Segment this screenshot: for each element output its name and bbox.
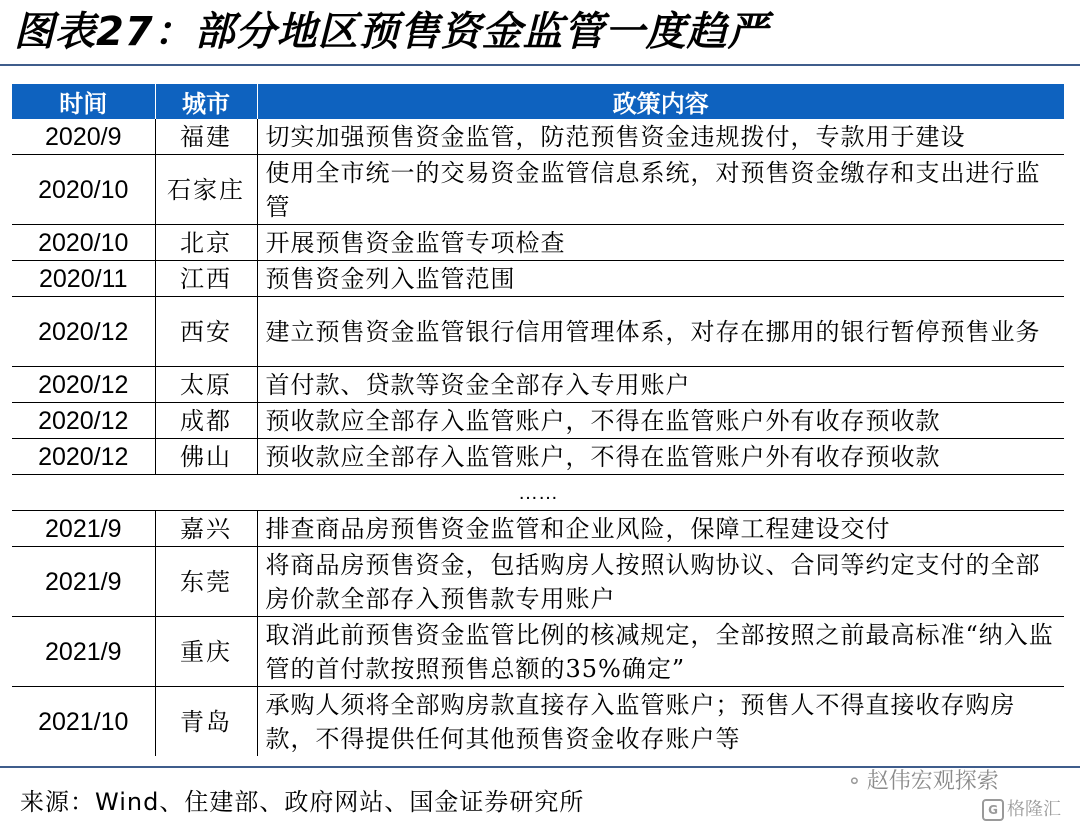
wechat-icon: ⚬ [846, 769, 863, 793]
cell-policy: 使用全市统一的交易资金监管信息系统，对预售资金缴存和支出进行监管 [257, 155, 1064, 225]
cell-city: 福建 [155, 119, 257, 155]
watermark-bottom [982, 796, 1061, 824]
header-policy: 政策内容 [257, 84, 1064, 119]
table-row [12, 403, 1064, 439]
cell-time: 2020/9 [12, 119, 155, 155]
table-row [12, 261, 1064, 297]
ellipsis-row [12, 475, 1064, 511]
cell-policy: 建立预售资金监管银行信用管理体系，对存在挪用的银行暂停预售业务 [257, 297, 1064, 367]
watermark-bottom-text: 格隆汇 [1007, 799, 1061, 820]
cell-policy: 将商品房预售资金，包括购房人按照认购协议、合同等约定支付的全部房价款全部存入预售款专用账户 [257, 547, 1064, 617]
cell-time: 2020/11 [12, 261, 155, 297]
table-row [12, 511, 1064, 547]
header-time: 时间 [12, 84, 155, 119]
cell-time: 2020/12 [12, 297, 155, 367]
table-row [12, 439, 1064, 475]
cell-time: 2021/9 [12, 511, 155, 547]
cell-policy: 预收款应全部存入监管账户，不得在监管账户外有收存预收款 [257, 403, 1064, 439]
watermark-top-text: 赵伟宏观探索 [866, 769, 999, 794]
cell-city: 西安 [155, 297, 257, 367]
cell-policy: 取消此前预售资金监管比例的核减规定，全部按照之前最高标准“纳入监管的首付款按照预售总额的35%确定” [257, 617, 1064, 687]
cell-city: 太原 [155, 367, 257, 403]
cell-policy: 排查商品房预售资金监管和企业风险，保障工程建设交付 [257, 511, 1064, 547]
cell-city: 北京 [155, 225, 257, 261]
table-row [12, 297, 1064, 367]
policy-table [12, 84, 1064, 756]
table-row [12, 119, 1064, 155]
chart-title: 图表27：部分地区预售资金监管一度趋严 [14, 9, 769, 55]
logo-icon: G [982, 799, 1004, 821]
table-row [12, 225, 1064, 261]
cell-city: 青岛 [155, 687, 257, 757]
cell-city: 成都 [155, 403, 257, 439]
cell-policy: 承购人须将全部购房款直接存入监管账户；预售人不得直接收存购房款，不得提供任何其他预售资金收存账户等 [257, 687, 1064, 757]
cell-city: 重庆 [155, 617, 257, 687]
cell-city: 佛山 [155, 439, 257, 475]
cell-policy: 切实加强预售资金监管，防范预售资金违规拨付，专款用于建设 [265, 122, 966, 151]
table-row [12, 155, 1064, 225]
cell-policy: 开展预售资金监管专项检查 [257, 225, 1064, 261]
cell-time: 2021/9 [12, 547, 155, 617]
table-row [12, 687, 1064, 757]
cell-time: 2021/10 [12, 687, 155, 757]
cell-time: 2020/12 [12, 439, 155, 475]
cell-city: 东莞 [155, 547, 257, 617]
table-row [12, 547, 1064, 617]
source-note: 来源：Wind、住建部、政府网站、国金证券研究所 [20, 788, 585, 816]
cell-policy: 首付款、贷款等资金全部存入专用账户 [257, 367, 1064, 403]
cell-time: 2020/12 [12, 403, 155, 439]
cell-time: 2020/12 [12, 367, 155, 403]
cell-city: 嘉兴 [155, 511, 257, 547]
cell-city: 石家庄 [155, 155, 257, 225]
table-row [12, 367, 1064, 403]
header-city: 城市 [155, 84, 257, 119]
cell-city: 江西 [155, 261, 257, 297]
cell-policy: 预售资金列入监管范围 [257, 261, 1064, 297]
top-divider [0, 64, 1080, 66]
table-row [12, 617, 1064, 687]
ellipsis-cell: …… [12, 475, 1064, 511]
cell-time: 2020/10 [12, 155, 155, 225]
watermark-top [846, 766, 999, 796]
table-header-row [12, 84, 1064, 119]
cell-policy: 预收款应全部存入监管账户，不得在监管账户外有收存预收款 [257, 439, 1064, 475]
cell-time: 2021/9 [12, 617, 155, 687]
cell-time: 2020/10 [12, 225, 155, 261]
